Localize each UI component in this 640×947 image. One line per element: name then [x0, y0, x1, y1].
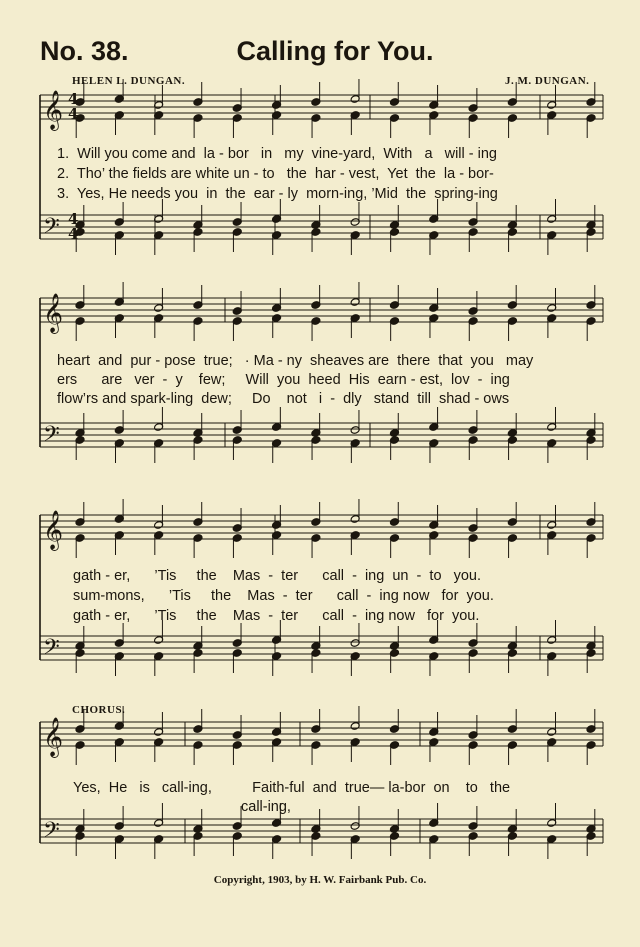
bass-clef-icon: 𝄢: [43, 214, 60, 244]
chorus-label: CHORUS.: [72, 704, 126, 716]
system-3-verse-3: gath - er, ’Tis the Mas - ter call - ing now for you.: [73, 608, 480, 624]
time-signature-top: 4: [68, 90, 79, 108]
treble-clef-icon: 𝄞: [43, 510, 64, 550]
system-1-verse-1: 1. Will you come and la - bor in my vine-yard, With a will - ing: [57, 146, 497, 162]
treble-clef-icon: 𝄞: [43, 717, 64, 757]
system-3-verse-2: sum-mons, ’Tis the Mas - ter call - ing now for you.: [73, 588, 494, 604]
chorus-echo-lyric: call-ing,: [241, 799, 291, 815]
system-2-verse-2: ers are ver - y few; Will you heed His earn - est, lov - ing: [57, 372, 510, 388]
hymn-number: No. 38.: [40, 36, 129, 66]
time-signature-top: 4: [68, 210, 79, 228]
bass-clef-icon: 𝄢: [43, 635, 60, 665]
time-signature-bottom: 4: [68, 225, 79, 243]
system-1-verse-2: 2. Tho’ the fields are white un - to the har - vest, Yet the la - bor-: [57, 166, 494, 182]
chorus-lyric: Yes, He is call-ing, Faith-ful and true— la-bor on to the: [73, 780, 511, 796]
bass-clef-icon: 𝄢: [43, 422, 60, 452]
treble-clef-icon: 𝄞: [43, 293, 64, 333]
treble-clef-icon: 𝄞: [43, 90, 64, 130]
copyright-notice: Copyright, 1903, by H. W. Fairbank Pub. Co.: [213, 874, 427, 886]
system-1-verse-3: 3. Yes, He needs you in the ear - ly morn-ing, ’Mid the spring-ing: [57, 186, 498, 202]
system-2-verse-1: heart and pur - pose true; · Ma - ny sheaves are there that you may: [57, 353, 534, 369]
composer-credit: J. M. DUNGAN.: [505, 75, 590, 87]
bass-clef-icon: 𝄢: [43, 818, 60, 848]
system-3-verse-1: gath - er, ’Tis the Mas - ter call - ing un - to you.: [73, 568, 482, 584]
hymn-title: Calling for You.: [236, 36, 434, 66]
time-signature-bottom: 4: [68, 105, 79, 123]
system-2-verse-3: flow’rs and spark-ling dew; Do not i - dly stand till shad - ows: [57, 391, 510, 407]
lyricist-credit: HELEN L. DUNGAN.: [72, 75, 186, 87]
